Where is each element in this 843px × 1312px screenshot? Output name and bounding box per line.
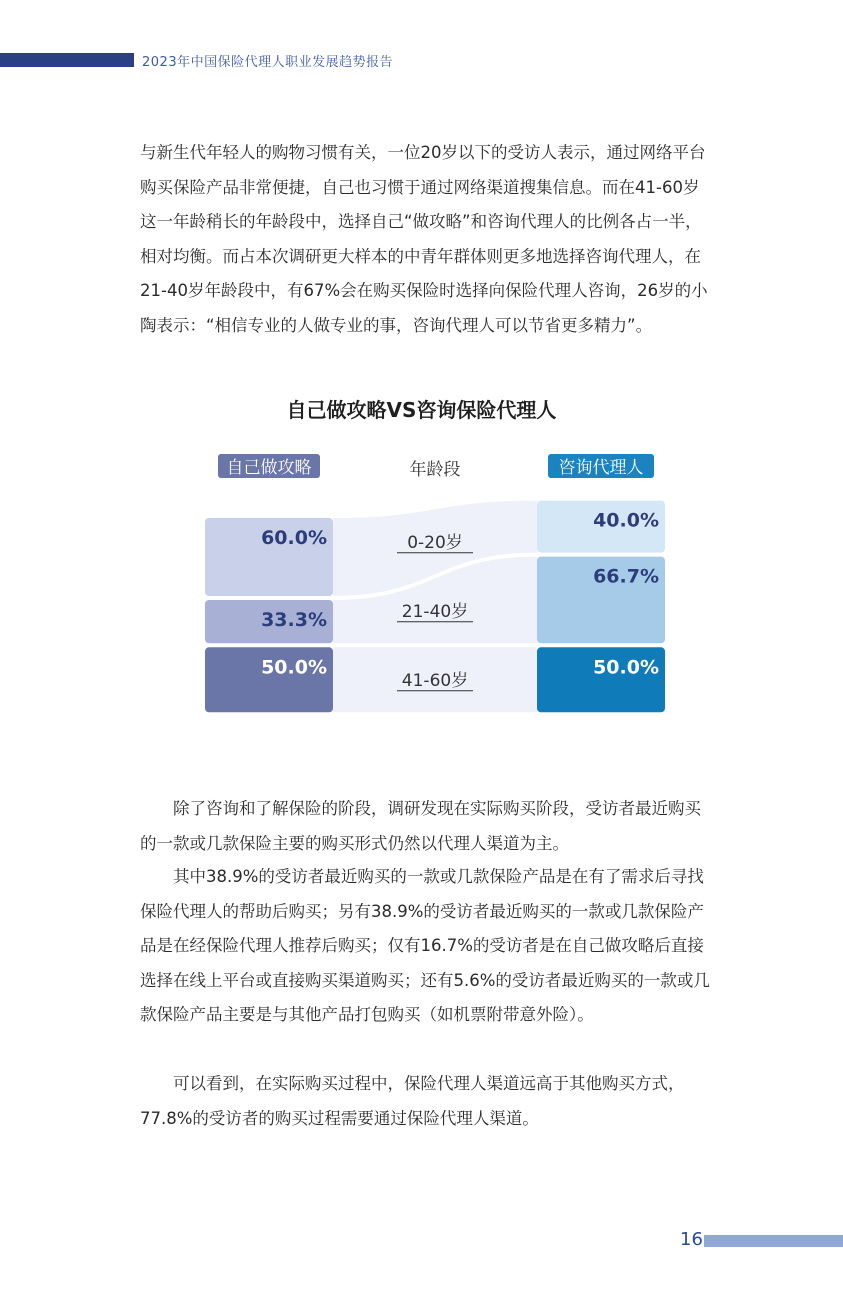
paragraph-4: 可以看到，在实际购买过程中，保险代理人渠道远高于其他购买方式，77.8%的受访者的购买过程需要通过保险代理人渠道。 (140, 1074, 685, 1128)
right-value-label: 50.0% (593, 656, 659, 679)
paragraph-3: 其中38.9%的受访者最近购买的一款或几款保险产品是在有了需求后寻找保险代理人的帮助后购买；另有38.9%的受访者最近购买的一款或几款保险产品是在经保险代理人推荐后购买；仅有16.7%的受访者是在自己做攻略后直接选择在线上平台或直接购买渠道购买；还有5.6%的受访者最近购买的一款或几款保险产品主要是与其他产品打包购买（如机票附带意外险）。 (140, 867, 710, 1024)
right-value-label: 66.7% (593, 565, 659, 588)
paragraph-2: 除了咨询和了解保险的阶段，调研发现在实际购买阶段，受访者最近购买的一款或几款保险主要的购买形式仍然以代理人渠道为主。 (140, 799, 701, 853)
chart-title: 自己做攻略VS咨询保险代理人 (286, 398, 557, 422)
age-label: 21-40岁 (401, 601, 469, 622)
left-value-label: 33.3% (261, 609, 327, 631)
paragraph-1: 与新生代年轻人的购物习惯有关，一位20岁以下的受访人表示，通过网络平台购买保险产品非常便捷，自己也习惯于通过网络渠道搜集信息。而在41-60岁这一年龄稍长的年龄段中，选择自己“做攻略”和咨询代理人的比例各占一半，相对均衡。而占本次调研更大样本的中青年群体则更多地选择咨询代理人，在21-40岁年龄段中，有67%会在购买保险时选择向保险代理人咨询，26岁的小陶表示：“相信专业的人做专业的事，咨询代理人可以节省更多精力”。 (140, 143, 708, 335)
age-label: 41-60岁 (401, 670, 469, 691)
left-header-label: 自己做攻略 (226, 458, 312, 478)
left-column (205, 518, 333, 712)
age-label: 0-20岁 (407, 532, 463, 553)
center-header-label: 年龄段 (409, 460, 461, 480)
right-value-label: 40.0% (593, 509, 659, 532)
header-accent-bar (0, 53, 134, 67)
header-title: 2023年中国保险代理人职业发展趋势报告 (142, 55, 394, 70)
right-column (537, 501, 665, 713)
page-number: 16 (680, 1229, 703, 1250)
comparison-chart (180, 448, 680, 758)
left-value-label: 50.0% (261, 656, 327, 679)
footer-accent-bar (704, 1235, 843, 1247)
right-header-label: 咨询代理人 (558, 458, 644, 478)
column-headers (218, 454, 654, 480)
left-value-label: 60.0% (261, 527, 327, 549)
